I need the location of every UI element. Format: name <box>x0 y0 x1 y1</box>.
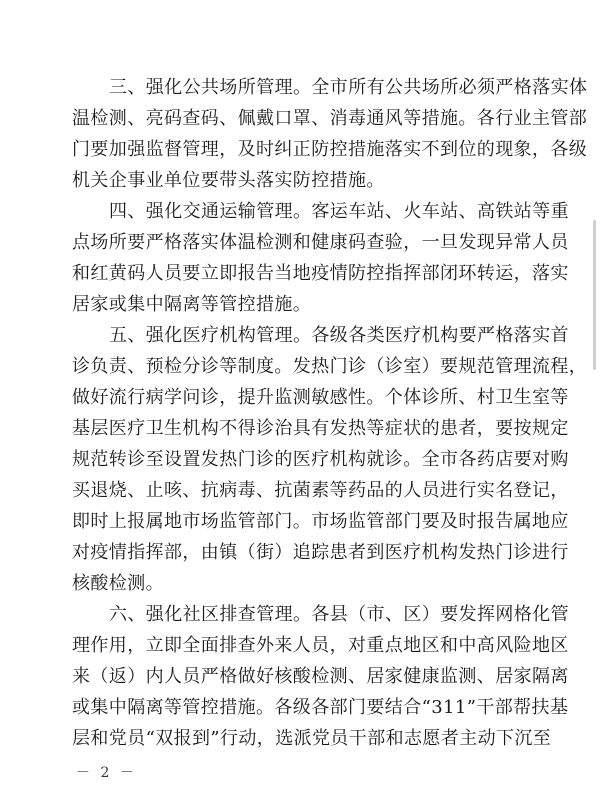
text-line: 诊负责、预检分诊等制度。发热门诊（诊室）要规范管理流程， <box>72 356 588 377</box>
text-line: 基层医疗卫生机构不得诊治具有发热等症状的患者，要按规定 <box>72 418 569 439</box>
text-line: 三、强化公共场所管理。全市所有公共场所必须严格落实体 <box>109 77 588 98</box>
text-line: 规范转诊至设置发热门诊的医疗机构就诊。全市各药店要对购 <box>72 449 569 470</box>
text-line: 理作用，立即全面排查外来人员，对重点地区和中高风险地区 <box>72 635 569 656</box>
paragraph-community <box>72 599 569 754</box>
paragraph-medical <box>72 320 588 599</box>
text-line: 即时上报属地市场监管部门。市场监管部门要及时报告属地应 <box>72 511 569 532</box>
text-line: 门要加强监督管理，及时纠正防控措施落实不到位的现象，各级 <box>72 139 588 160</box>
text-line: 来（返）内人员严格做好核酸检测、居家健康监测、居家隔离 <box>72 666 569 687</box>
text-line: 六、强化社区排查管理。各县（市、区）要发挥网格化管 <box>109 604 569 625</box>
text-line: 居家或集中隔离等管控措施。 <box>72 294 312 315</box>
text-line: 四、强化交通运输管理。客运车站、火车站、高铁站等重 <box>109 201 569 222</box>
text-line: 五、强化医疗机构管理。各级各类医疗机构要严格落实首 <box>109 325 569 346</box>
document-body <box>72 72 588 754</box>
text-line: 点场所要严格落实体温检测和健康码查验，一旦发现异常人员 <box>72 232 569 253</box>
text-line: 机关企事业单位要带头落实防控措施。 <box>72 170 385 191</box>
page-number: － 2 － <box>76 765 137 781</box>
text-line: 核酸检测。 <box>72 573 164 594</box>
text-line: 或集中隔离等管控措施。各级各部门要结合“311”干部帮扶基 <box>72 697 569 718</box>
text-line: 层和党员“双报到”行动，选派党员干部和志愿者主动下沉至 <box>72 728 552 749</box>
text-line: 温检测、亮码查码、佩戴口罩、消毒通风等措施。各行业主管部 <box>72 108 588 129</box>
paragraph-public-places <box>72 72 588 196</box>
text-line: 和红黄码人员要立即报告当地疫情防控指挥部闭环转运，落实 <box>72 263 569 284</box>
text-line: 对疫情指挥部，由镇（街）追踪患者到医疗机构发热门诊进行 <box>72 542 569 563</box>
text-line: 买退烧、止咳、抗病毒、抗菌素等药品的人员进行实名登记， <box>72 480 569 501</box>
text-line: 做好流行病学问诊，提升监测敏感性。个体诊所、村卫生室等 <box>72 387 569 408</box>
scrollbar[interactable] <box>593 220 596 370</box>
paragraph-transport <box>72 196 569 320</box>
